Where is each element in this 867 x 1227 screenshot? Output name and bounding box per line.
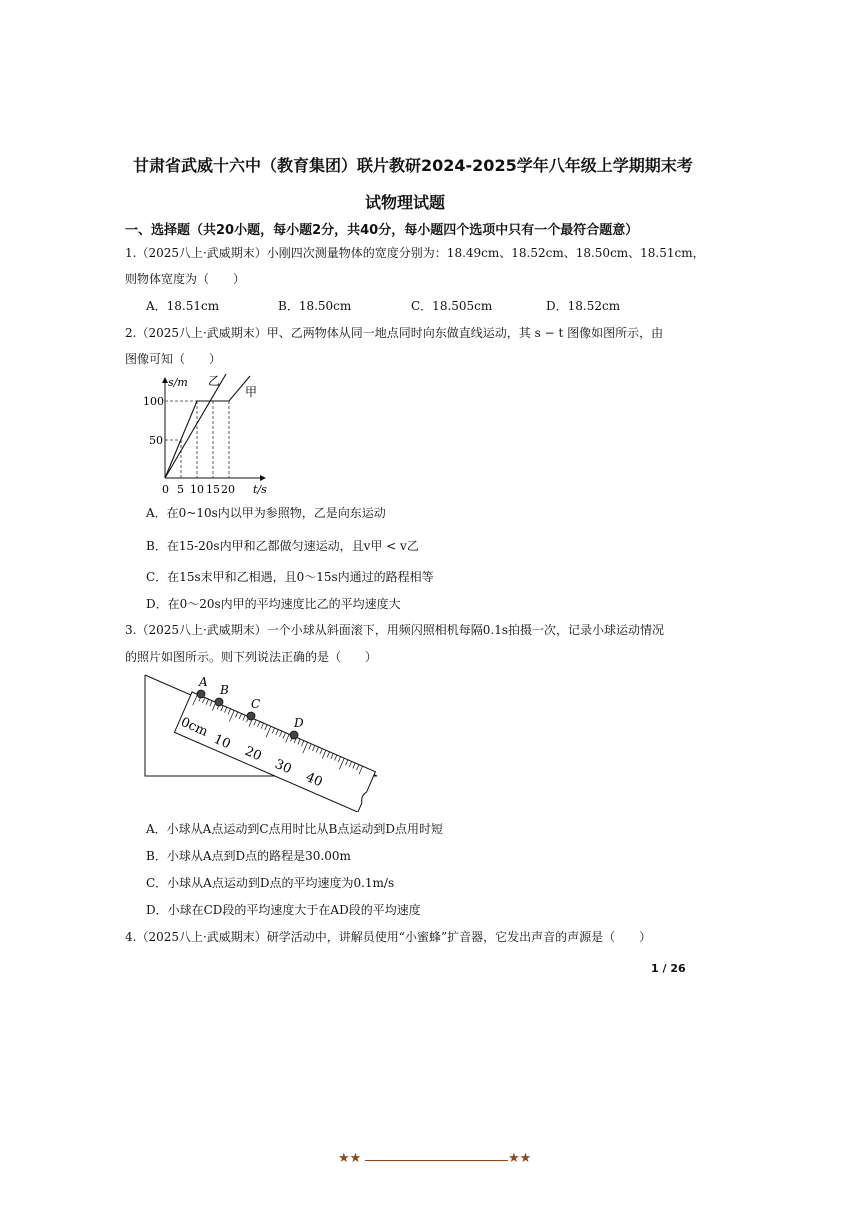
- label-yi: 乙: [208, 374, 221, 388]
- question-1-stem-cont: 则物体宽度为（ ）: [125, 272, 246, 286]
- x-tick-5: 5: [177, 483, 184, 496]
- question-1-option-d[interactable]: D．18.52cm: [546, 299, 621, 313]
- ruler: [174, 692, 375, 812]
- question-1-option-a[interactable]: A．18.51cm: [146, 299, 220, 313]
- ball-label-d: D: [294, 716, 304, 730]
- series-yi-line: [165, 374, 226, 478]
- page-number: 1 / 26: [651, 962, 686, 975]
- page-title-line2: 试物理试题: [365, 193, 446, 212]
- y-axis-label: s/m: [168, 376, 188, 389]
- question-3-option-d[interactable]: D．小球在CD段的平均速度大于在AD段的平均速度: [146, 903, 421, 917]
- x-tick-10: 10: [190, 483, 204, 496]
- question-2-option-b[interactable]: B．在15-20s内甲和乙都做匀速运动，且v甲 < v乙: [146, 539, 419, 553]
- footer-rule: [365, 1160, 508, 1161]
- question-2-stem-cont: 图像可知（ ）: [125, 352, 222, 366]
- ball-a: [197, 690, 205, 698]
- x-tick-15: 15: [206, 483, 220, 496]
- ball-c: [247, 712, 255, 720]
- question-3-option-c[interactable]: C．小球从A点运动到D点的平均速度为0.1m/s: [146, 876, 395, 890]
- ball-label-a: A: [199, 675, 208, 689]
- x-tick-20: 20: [221, 483, 235, 496]
- question-3-stem: 3.（2025八上·武威期末）一个小球从斜面滚下，用频闪照相机每隔0.1s拍摄一次，记录小球运动情况: [125, 623, 665, 637]
- question-2-option-a[interactable]: A．在0~10s内以甲为参照物，乙是向东运动: [146, 506, 386, 520]
- question-2-stem: 2.（2025八上·武威期末）甲、乙两物体从同一地点同时向东做直线运动，其 s − t 图像如图所示，由: [125, 326, 664, 340]
- footer-stars-left: ★★: [338, 1151, 362, 1166]
- footer-stars-right: ★★: [508, 1151, 532, 1166]
- ruler-label-10: 10: [211, 731, 233, 753]
- label-jia: 甲: [245, 385, 258, 399]
- footer-decoration: [338, 1150, 533, 1170]
- question-3-option-a[interactable]: A．小球从A点运动到C点用时比从B点运动到D点用时短: [146, 822, 443, 836]
- ball-label-b: B: [220, 683, 229, 697]
- x-tick-0: 0: [162, 483, 169, 496]
- question-1-option-c[interactable]: C．18.505cm: [411, 299, 493, 313]
- ruler-label-40: 40: [303, 769, 325, 791]
- question-2-option-c[interactable]: C．在15s末甲和乙相遇，且0～15s内通过的路程相等: [146, 570, 434, 584]
- ruler-label-30: 30: [272, 756, 294, 778]
- series-jia-line: [165, 376, 250, 478]
- question-3-option-b[interactable]: B．小球从A点到D点的路程是30.00m: [146, 849, 351, 863]
- ruler-label-20: 20: [242, 743, 264, 765]
- ball-label-c: C: [251, 697, 261, 711]
- ruler-label-0cm: 0cm: [178, 714, 210, 740]
- question-4-stem: 4.（2025八上·武威期末）研学活动中，讲解员使用“小蜜蜂”扩音器，它发出声音的声源是（ ）: [125, 930, 652, 944]
- question-1-stem: 1.（2025八上·武威期末）小刚四次测量物体的宽度分别为：18.49cm、18.52cm、18.50cm、18.51cm，: [125, 246, 705, 260]
- incline-figure: [140, 670, 385, 812]
- page-title-line1: 甘肃省武威十六中（教育集团）联片教研2024-2025学年八年级上学期期末考: [133, 156, 693, 175]
- y-tick-100: 100: [143, 395, 164, 408]
- ball-d: [290, 731, 298, 739]
- section-heading: 一、选择题（共20小题，每小题2分，共40分，每小题四个选项中只有一个最符合题意）: [125, 223, 639, 238]
- ball-b: [215, 698, 223, 706]
- x-axis-label: t/s: [253, 483, 267, 496]
- question-3-stem-cont: 的照片如图所示。则下列说法正确的是（ ）: [125, 650, 378, 664]
- y-tick-50: 50: [149, 434, 163, 447]
- question-1-option-b[interactable]: B．18.50cm: [278, 299, 352, 313]
- question-2-option-d[interactable]: D．在0～20s内甲的平均速度比乙的平均速度大: [146, 597, 401, 611]
- st-graph: [140, 368, 280, 500]
